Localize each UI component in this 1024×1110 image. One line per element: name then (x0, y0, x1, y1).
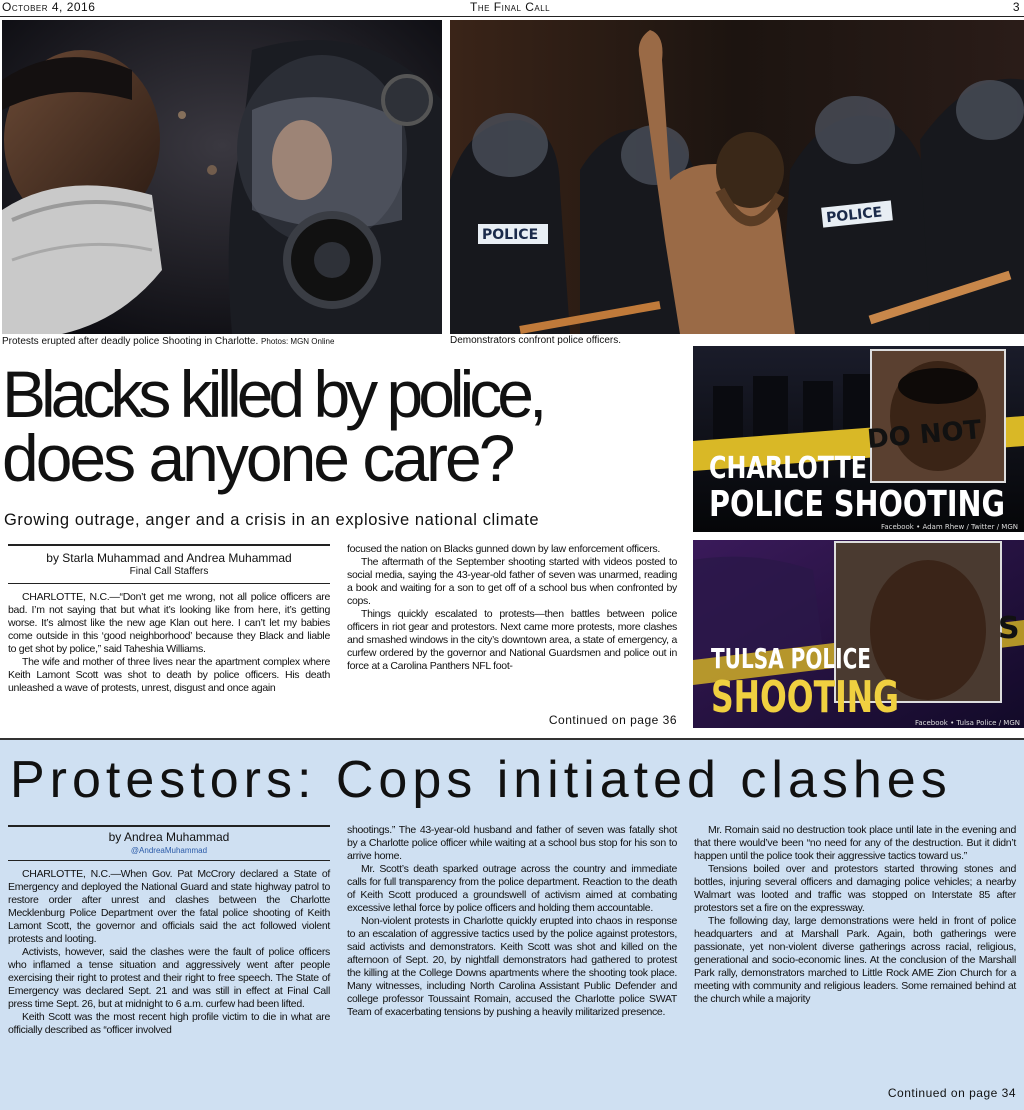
paragraph: CHARLOTTE, N.C.—When Gov. Pat McCrory declared a State of Emergency and deployed the National Guard and state highway patrol to restore order after unrest and clashes between the Charlotte Mecklenburg Police Department over the fatal police shooting of Keith Lamont Scott, the governor and officials said the act followed violent protests and looting. (8, 868, 330, 945)
story2-column-2 (347, 824, 677, 1019)
byline-rule (8, 825, 330, 827)
photo-right-caption: Demonstrators confront police officers. (450, 335, 622, 346)
tape-text: DO NOT (865, 415, 983, 455)
police-label-1: POLICE (482, 227, 539, 243)
headline-line-1: Blacks killed by police, (2, 357, 543, 431)
protest-photo-right (450, 20, 1024, 334)
charlotte-shooting-promo (693, 346, 1024, 532)
paper-name: The Final Call (470, 0, 551, 14)
paragraph: The following day, large demonstrations were held in front of police headquarters and at Marshall Park. Again, both gatherings were passionate, yet non-violent diverse gatherings across racial, religious, generational and socio-economic lines. At the conclusion of the Marshall Park rally, demonstrators marched to Little Rock AME Zion Church for a meeting with community and religious leaders. Some remained behind at the church while a majority (694, 915, 1016, 1005)
story1-deck: Growing outrage, anger and a crisis in an explosive national climate (4, 511, 540, 529)
story1-headline (2, 357, 692, 495)
photo-left-caption (2, 336, 442, 348)
protest-photo-left (2, 20, 442, 334)
page-number: 3 (1012, 0, 1020, 14)
paragraph: Mr. Romain said no destruction took place until late in the evening and that there would’ve been “no need for any of the destruction. But it didn’t happen until the police took their aggressive tactics toward us.” (694, 824, 1016, 862)
twitter-handle: @AndreaMuhammad (130, 846, 208, 855)
promo-title-1: TULSA POLICE (711, 642, 871, 675)
caption-text: Protests erupted after deadly police Shooting in Charlotte. (2, 336, 259, 347)
paragraph: CHARLOTTE, N.C.—“Don’t get me wrong, not all police officers are bad. I’m not saying that but what it’s looking like from here, it’s getting worse. It’s almost like the new age Klan out here. I can’t let my babies come outside in this ‘good neighborhood’ because they Black and liable to get shot by police,” said Taheshia Williams. (8, 591, 330, 655)
paragraph: Tensions boiled over and protestors started throwing stones and bottles, injuring several officers and damaging police vehicles; a nearby Walmart was looted and traffic was stopped on Interstate 85 after protestors set a fire on the expressway. (694, 863, 1016, 914)
paragraph: Non-violent protests in Charlotte quickly erupted into chaos in response to an escalation of aggressive tactics used by the police against protestors, said activists and demonstrators. Keith Scott was shot and killed on the afternoon of Sept. 20, by nightfall demonstrators had gathered to protest the killing at the College Downs apartments where the shooting took place. Many witnesses, including North Carolina Assistant Public Defender and college professor Toussaint Romain, accused the Charlotte police SWAT Team of exacerbating tensions by pushing a heavily militarized presence. (347, 915, 677, 1018)
tape-text: S (998, 611, 1020, 646)
byline-rule-bottom (8, 860, 330, 861)
promo-title-1: CHARLOTTE (709, 451, 867, 486)
story1-column-1 (8, 591, 330, 695)
story2-headline: Protestors: Cops initiated clashes (10, 751, 952, 809)
promo-title-2: SHOOTING (711, 672, 899, 723)
paragraph: shootings.” The 43-year-old husband and father of seven was fatally shot by a Charlotte police officer while waiting at a school bus stop for his son to arrive home. (347, 824, 677, 862)
promo-credit: Facebook • Tulsa Police / MGN (914, 719, 1020, 727)
running-head (0, 0, 1024, 17)
promo-title-2: POLICE SHOOTING (709, 484, 1005, 525)
tulsa-shooting-promo (693, 540, 1024, 728)
byline-rule-bottom (8, 583, 330, 584)
story2-continued: Continued on page 34 (887, 1086, 1016, 1100)
paragraph: Things quickly escalated to protests—then battles between police officers in riot gear and protestors. Next came more protests, more clashes and smashed windows in the city’s downtown area, a state of emergency, a curfew ordered by the governor and National Guardsmen and police out in force at a Carolina Panthers NFL foot- (347, 608, 677, 672)
story1-continued: Continued on page 36 (548, 713, 677, 727)
paragraph: Activists, however, said the clashes were the fault of police officers who inflamed a tense situation and aggressively went after people exercising their right to protest and their right to free speech. The State of Emergency was declared Sept. 21 and was still in effect at Final Call press time Sept. 26, but at midnight to 6 a.m. curfew had been lifted. (8, 946, 330, 1010)
byline-role: Final Call Staffers (129, 566, 209, 577)
story2-column-3 (694, 824, 1016, 1006)
issue-date: October 4, 2016 (2, 0, 96, 14)
story2-byline (8, 831, 330, 857)
paragraph: focused the nation on Blacks gunned down by law enforcement officers. (347, 543, 660, 555)
photo-credit: Photos: MGN Online (261, 337, 335, 346)
paragraph: Keith Scott was the most recent high profile victim to die in what are officially described as “officer involved (8, 1011, 330, 1036)
byline-rule (8, 544, 330, 546)
byline-name: by Andrea Muhammad (108, 830, 230, 844)
story1-column-2 (347, 543, 677, 673)
headline-line-2: does anyone care? (2, 421, 513, 495)
story1-byline (8, 552, 330, 578)
paragraph: Mr. Scott’s death sparked outrage across the country and immediate calls for full transparency from the police department. Reaction to the death of Keith Scott produced a groundswell of activism aimed at combating excessive lethal force by police officers and holding them accountable. (347, 863, 677, 914)
promo-credit: Facebook • Adam Rhew / Twitter / MGN (880, 523, 1018, 531)
story2-column-1 (8, 868, 330, 1037)
paragraph: The aftermath of the September shooting started with videos posted to social media, saying the 43-year-old father of seven was unarmed, reading a book and waiting for a son to get off of a school bus when confronted by cops. (347, 556, 677, 607)
paragraph: The wife and mother of three lives near the apartment complex where Keith Lamont Scott was shot to death by police officers. His death unleashed a wave of protests, unrest, disgust and once again (8, 656, 330, 694)
police-label-2: POLICE (825, 204, 883, 227)
byline-names: by Starla Muhammad and Andrea Muhammad (46, 551, 292, 565)
